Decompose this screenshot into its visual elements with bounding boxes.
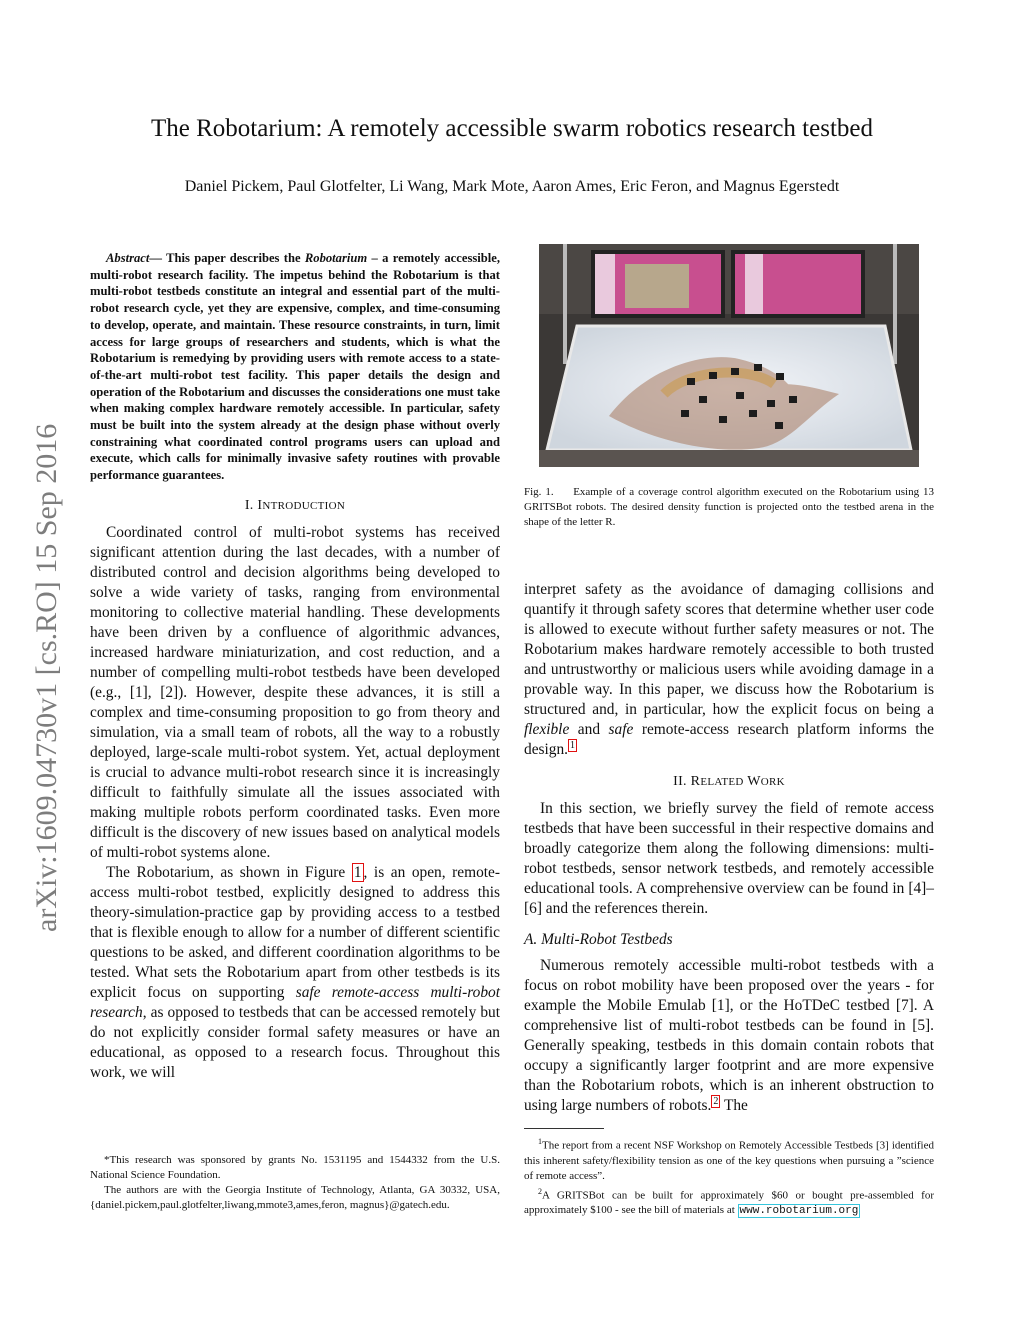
arxiv-watermark: arXiv:1609.04730v1 [cs.RO] 15 Sep 2016: [30, 423, 63, 932]
left-column: [90, 250, 500, 1083]
footnotes-right: [524, 1134, 934, 1219]
robotarium-photo: [539, 244, 919, 467]
figure-1-link[interactable]: 1: [353, 863, 362, 881]
caption-label: Fig. 1.: [524, 486, 554, 498]
figure-caption: [524, 485, 934, 530]
footnote-ref-2[interactable]: 2: [713, 1095, 719, 1107]
footnotes-left: [90, 1153, 500, 1213]
author-list: Daniel Pickem, Paul Glotfelter, Li Wang, Mark Mote, Aaron Ames, Eric Feron, and Magnus Egerstedt: [184, 178, 840, 195]
abstract-robotarium: Robotarium: [304, 251, 368, 265]
figure-robotarium-photo: [539, 244, 919, 467]
affiliation-footnote: The authors are with the Georgia Institute of Technology, Atlanta, GA 30332, USA, {daniel.pickem,paul.glotfelter,liwang,mmote3,ames,feron, magnus}@gatech.edu.: [90, 1184, 500, 1211]
subsection-heading-multi-robot-testbeds: A. Multi-Robot Testbeds: [524, 931, 673, 948]
section-heading-introduction: I. INTRODUCTION: [244, 497, 346, 513]
intro-paragraph-2: The Robotarium, as shown in Figure 1 , is an open, remote-access multi-robot testbed, explicitly designed to address this theory-simulation-practice gap by providing access to a testbed that is flexible enough to allow for a number of different scientific questions to be asked, and different coordination algorithms to be tested. What sets the Robotarium apart from other testbeds is its explicit focus on supporting safe remote-access multi-robot research, as opposed to testbeds that can be accessed remotely but do not explicitly consider formal safety measures or have an educational, as opposed to a research focus. Throughout this work, we will: [90, 863, 500, 1081]
footnote-2: $^2$A GRITSBot can be built for approximately $60 or bought pre-assembled for approximately $100 - see the bill of materials at www.robotarium.org: [524, 1186, 934, 1218]
footnote-ref-1[interactable]: 1: [570, 739, 576, 751]
abstract: [90, 250, 500, 484]
section-heading-related-work: II. RELATED WORK: [673, 774, 785, 789]
right-column: [524, 580, 934, 1116]
funding-footnote: *This research was sponsored by grants No. 1531195 and 1544332 from the U.S. National Science Foundation.: [90, 1154, 500, 1181]
footnote-1: $^1$The report from a recent NSF Workshop on Remotely Accessible Testbeds [3] identified this inherent safety/flexibility tension as one of the key questions when pursuing a ”science of remote access”.: [524, 1137, 934, 1182]
intro-paragraph-1: Coordinated control of multi-robot systems has received significant attention during the last decades, with a number of distributed control and decision algorithms being developed to solve a wide variety of tasks, ranging from environmental monitoring to collective material handling. These developments have been driven by a confluence of algorithmic advances, increased hardware miniaturization, and cost reduction, and a number of compelling multi-robot testbeds have been developed (e.g., [1], [2]). However, despite these advances, it is still a complex and time-consuming proposition to go from theory and simulation, via a small team of robots, all the way to a robustly deployed, large-scale multi-robot system. Yet, actual deployment is crucial to advance multi-robot research since it is increasingly difficult to faithfully simulate all the issues associated with making multiple robots perform coordinated tasks. Even more difficult is the discovery of new issues based on analytical models of multi-robot systems alone.: [90, 523, 500, 861]
robotarium-url-link[interactable]: www.robotarium.org: [739, 1205, 859, 1218]
caption-text: Example of a coverage control algorithm executed on the Robotarium using 13 GRITSBot robots. The desired density function is projected onto the testbed arena in the shape of the letter R.: [524, 486, 934, 528]
paper-title: The Robotarium: A remotely accessible swarm robotics research testbed: [151, 115, 873, 142]
related-work-paragraph: In this section, we briefly survey the field of remote access testbeds that have been successful in their respective domains and broadly categorize them along the following dimensions: multi-robot testbeds, sensor network testbeds, and remotely accessible educational tools. A comprehensive overview can be found in [4]–[6] and the references therein.: [524, 800, 934, 917]
footnote-divider: [524, 1128, 604, 1129]
intro-continuation: interpret safety as the avoidance of damaging collisions and quantify it through safety scores that determine whether user code is allowed to execute without further safety measures or not. The Robotarium makes hardware remotely accessible to both trusted and untrustworthy or malicious users while avoiding damage in a provable way. In this paper, we discuss how the Robotarium is structured and, in particular, how the explicit focus on being a flexible and safe remote-access research platform informs the design. $^1$: [524, 581, 934, 758]
abstract-label: Abstract: [106, 251, 150, 265]
abstract-text: — This paper describes the: [149, 251, 305, 265]
abstract-text-cont: – a remotely accessible, multi-robot research facility. The impetus behind the Robotarium is that multi-robot testbeds constitute an integral and essential part of the multi-robot research cycle, yet they are expensive, complex, and time-consuming to develop, operate, and maintain. These resource constraints, in turn, limit access for large groups of researchers and students, which is what the Robotarium is remedying by providing users with remote access to a state-of-the-art multi-robot test facility. This paper details the design and operation of the Robotarium and discusses the considerations one must take when making complex hardware remotely accessible. In particular, safety must be built into the system already at the design phase without overly constraining what coordinated control programs users can upload and execute, which calls for minimally invasive safety routines with provable performance guarantees.: [90, 251, 500, 483]
multi-robot-paragraph: Numerous remotely accessible multi-robot testbeds with a focus on robot mobility have been proposed over the years - for example the Mobile Emulab [1], or the HoTDeC testbed [7]. A comprehensive list of multi-robot testbeds can be found in [5]. Generally speaking, testbeds in this domain contain robots that occupy a significantly larger footprint and are more expensive than the Robotarium robots, which is an inherent obstruction to using large numbers of robots. $^2$ The: [524, 957, 934, 1114]
